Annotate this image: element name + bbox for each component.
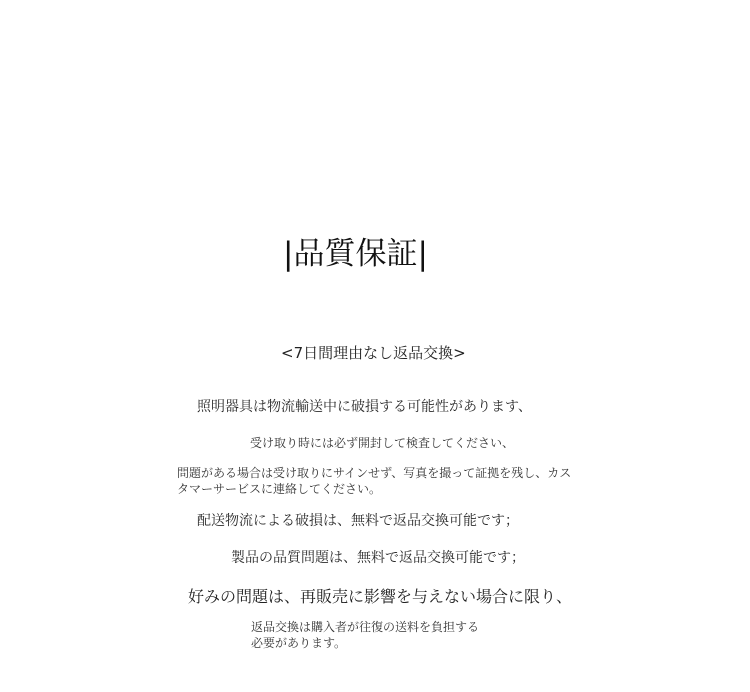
logistics-damage-policy: 配送物流による破損は、無料で返品交換可能です； [197, 513, 519, 529]
shipping-fee-note-line-2: 必要があります。 [251, 636, 347, 650]
return-policy-subtitle: <7日間理由なし返品交換> [281, 344, 466, 362]
inspection-instruction: 受け取り時には必ず開封して検査してください、 [250, 436, 515, 450]
preference-return-policy: 好みの問題は、再販売に影響を与えない場合に限り、 [188, 587, 573, 606]
problem-handling-instruction: 問題がある場合は受け取りにサインせず、写真を撮って証拠を残し、カスタマーサービスに連絡してください。 [177, 466, 572, 496]
shipping-fee-note [251, 619, 511, 651]
shipping-fee-note-line-1: 返品交換は購入者が往復の送料を負担する [251, 620, 480, 634]
quality-issue-policy: 製品の品質問題は、無料で返品交換可能です； [231, 550, 525, 566]
page-title: |品質保証| [283, 236, 428, 272]
shipping-damage-notice: 照明器具は物流輸送中に破損する可能性があります、 [197, 399, 532, 415]
